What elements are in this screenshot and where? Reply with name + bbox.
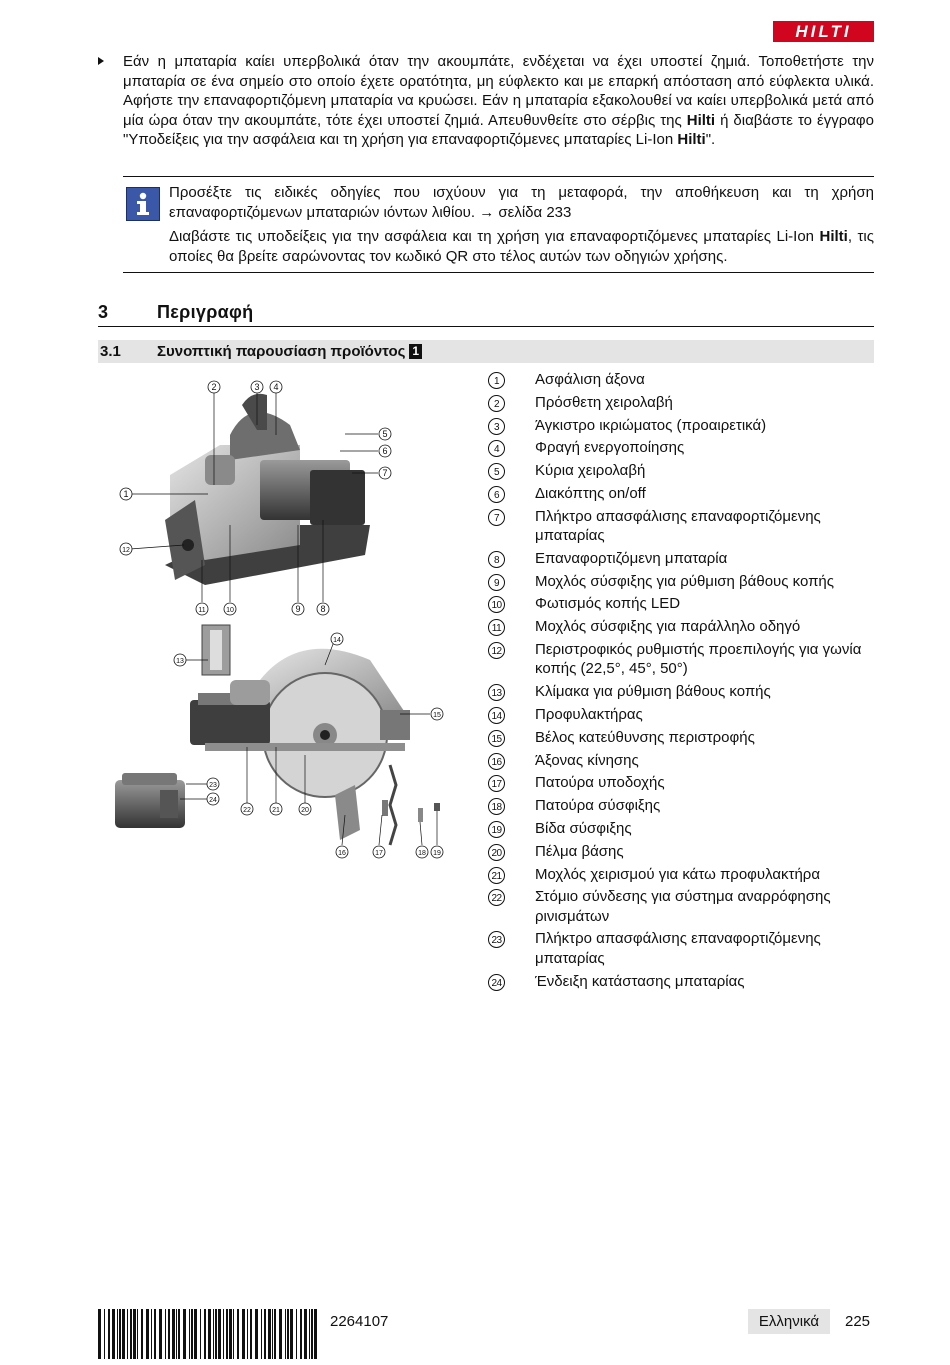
legend-text: Πλήκτρο απασφάλισης επαναφορτιζόμενης μπαταρίας: [535, 507, 821, 545]
legend-item: [488, 972, 874, 991]
note-paragraph-2: Διαβάστε τις υποδείξεις για την ασφάλεια και τη χρήση για επαναφορτιζόμενες μπαταρίες Li-Ion Hilti, τις οποίες θα βρείτε σαρώνοντας τον κωδικό QR στο τέλος αυτών των οδηγιών χρήσης.: [169, 228, 874, 265]
legend-text: Μοχλός σύσφιξης για ρύθμιση βάθους κοπής: [535, 572, 834, 590]
legend-number: 11: [488, 619, 505, 636]
svg-text:19: 19: [433, 850, 441, 857]
svg-text:24: 24: [209, 797, 217, 804]
callout-18: [416, 846, 428, 858]
svg-text:13: 13: [176, 658, 184, 665]
svg-text:3: 3: [254, 382, 260, 392]
svg-text:23: 23: [209, 782, 217, 789]
legend-number: 1: [488, 372, 505, 389]
legend-text: Κύρια χειρολαβή: [535, 462, 646, 480]
legend-number: 5: [488, 463, 505, 480]
svg-text:16: 16: [338, 850, 346, 857]
legend-item: [488, 842, 874, 861]
section-heading: 3 Περιγραφή: [98, 302, 874, 327]
svg-text:21: 21: [272, 807, 280, 814]
legend-text: Άξονας κίνησης: [535, 751, 639, 769]
legend-number: 13: [488, 684, 505, 701]
callout-1: [120, 488, 132, 500]
callout-19: [431, 846, 443, 858]
warning-text: Εάν η μπαταρία καίει υπερβολικά όταν την ακουμπάτε, ενδέχεται να έχει υποστεί ζημιά. Τοποθετήστε την μπαταρία σε ένα σημείο στο οποίο έχετε ορατότητα, μη εύφλεκτο και με επαρκή απόσταση από εύφλεκτα υλικά. Αφήστε την επαναφορτιζόμενη μπαταρία να κρυώσει. Εάν η μπαταρία εξακολουθεί να καίει υπερβολικά μετά από μία ώρα όταν την ακουμπάτε, τότε έχει υποστεί ζημιά. Απευθυνθείτε στο σέρβις της Hilti ή διαβάστε το έγγραφο "Υποδείξεις για την ασφάλεια και τη χρήση για επαναφορτιζόμενες μπαταρίες Li-Ion Hilti".: [123, 53, 874, 149]
barcode: [98, 1309, 318, 1359]
legend-number: 20: [488, 844, 505, 861]
legend-item: [488, 773, 874, 792]
info-note: [123, 176, 874, 273]
callout-15: [431, 708, 443, 720]
language-tab: Ελληνικά: [748, 1309, 830, 1334]
svg-text:20: 20: [301, 807, 309, 814]
callout-7: [379, 467, 391, 479]
legend-item: [488, 572, 874, 591]
legend-text: Πατούρα υποδοχής: [535, 774, 665, 792]
legend-item: [488, 461, 874, 480]
legend-item: [488, 728, 874, 747]
product-overview-figure: [110, 375, 455, 875]
legend-number: 3: [488, 418, 505, 435]
legend-number: 9: [488, 574, 505, 591]
legend-text: Επαναφορτιζόμενη μπαταρία: [535, 549, 728, 567]
callout-24: [207, 793, 219, 805]
legend-item: [488, 416, 874, 435]
legend-text: Φωτισμός κοπής LED: [535, 595, 681, 613]
legend-text: Βέλος κατεύθυνσης περιστροφής: [535, 728, 755, 746]
legend-number: 19: [488, 821, 505, 838]
legend-item: [488, 594, 874, 613]
legend-text: Ασφάλιση άξονα: [535, 371, 645, 388]
callout-10: [224, 603, 236, 615]
legend-item: [488, 682, 874, 701]
legend-text: Στόμιο σύνδεσης για σύστημα αναρρόφησης ρινισμάτων: [535, 888, 831, 925]
svg-text:15: 15: [433, 712, 441, 719]
legend-number: 10: [488, 596, 505, 613]
info-icon: [126, 187, 160, 221]
legend-item: [488, 751, 874, 770]
legend-text: Κλίμακα για ρύθμιση βάθους κοπής: [535, 683, 771, 701]
legend-text: Διακόπτης on/off: [535, 484, 646, 502]
svg-text:14: 14: [333, 637, 341, 644]
battery-pack: [115, 773, 185, 828]
legend-number: 15: [488, 730, 505, 747]
legend-text: Μοχλός σύσφιξης για παράλληλο οδηγό: [535, 618, 801, 636]
svg-text:7: 7: [382, 468, 388, 478]
legend-item: [488, 887, 874, 926]
legend-number: 4: [488, 440, 505, 457]
callout-20: [299, 803, 311, 815]
callout-12: [120, 543, 132, 555]
document-number: 2264107: [330, 1313, 389, 1330]
legend-item: [488, 865, 874, 884]
callout-17: [373, 846, 385, 858]
note-paragraph-1: Προσέξτε τις ειδικές οδηγίες που ισχύουν για τη μεταφορά, την αποθήκευση και τη χρήση επαναφορτιζόμενων μπαταριών ιόντων λιθίου. → σελίδα 233: [169, 184, 874, 221]
svg-text:9: 9: [295, 604, 301, 614]
legend-item: [488, 705, 874, 724]
callout-2: [208, 381, 220, 393]
hilti-logo: HILTI: [773, 21, 874, 42]
callout-5: [379, 428, 391, 440]
svg-text:5: 5: [382, 429, 388, 439]
legend-item: [488, 617, 874, 636]
callout-21: [270, 803, 282, 815]
legend-number: 7: [488, 509, 505, 526]
callout-3: [251, 381, 263, 393]
legend-text: Φραγή ενεργοποίησης: [535, 439, 685, 457]
legend-item: [488, 796, 874, 815]
callout-6: [379, 445, 391, 457]
callout-23: [207, 778, 219, 790]
legend-number: 12: [488, 642, 505, 659]
legend-item: [488, 370, 874, 389]
callout-4: [270, 381, 282, 393]
legend-text: Ένδειξη κατάστασης μπαταρίας: [535, 972, 745, 990]
svg-text:6: 6: [382, 446, 388, 456]
callout-9: [292, 603, 304, 615]
legend-item: [488, 929, 874, 968]
legend-text: Περιστροφικός ρυθμιστής προεπιλογής για γωνία κοπής (22,5°, 45°, 50°): [535, 641, 862, 678]
saw-top-view: [165, 394, 370, 585]
legend-number: 22: [488, 889, 505, 906]
legend-item: [488, 507, 874, 546]
legend-item: [488, 393, 874, 412]
legend-text: Προφυλακτήρας: [535, 705, 643, 723]
legend-item: [488, 484, 874, 503]
page-number: 225: [845, 1313, 871, 1330]
legend-item: [488, 640, 874, 679]
svg-text:22: 22: [243, 807, 251, 814]
legend-item: [488, 549, 874, 568]
legend-text: Πατούρα σύσφιξης: [535, 797, 661, 815]
callout-8: [317, 603, 329, 615]
bullet-icon: [98, 57, 104, 65]
callout-11: [196, 603, 208, 615]
legend-text: Πέλμα βάσης: [535, 842, 624, 860]
svg-text:10: 10: [226, 607, 234, 614]
legend-number: 2: [488, 395, 505, 412]
legend-text: Βίδα σύσφιξης: [535, 819, 632, 837]
legend-text: Πλήκτρο απασφάλισης επαναφορτιζόμενης μπαταρίας: [535, 930, 821, 967]
legend-item: [488, 819, 874, 838]
legend-number: 17: [488, 775, 505, 792]
legend-number: 14: [488, 707, 505, 724]
saw-side-view: [190, 625, 410, 797]
svg-text:12: 12: [122, 547, 130, 554]
legend-item: [488, 438, 874, 457]
svg-text:17: 17: [375, 850, 383, 857]
callout-13: [174, 654, 186, 666]
callout-22: [241, 803, 253, 815]
component-legend: [488, 370, 874, 994]
svg-text:2: 2: [211, 382, 217, 392]
legend-number: 6: [488, 486, 505, 503]
svg-text:4: 4: [273, 382, 279, 392]
legend-number: 8: [488, 551, 505, 568]
svg-text:1: 1: [123, 489, 129, 499]
svg-text:18: 18: [418, 850, 426, 857]
legend-number: 21: [488, 867, 505, 884]
figure-reference: 1: [409, 344, 422, 359]
callout-14: [331, 633, 343, 645]
legend-text: Μοχλός χειρισμού για κάτω προφυλακτήρα: [535, 865, 821, 883]
legend-number: 18: [488, 798, 505, 815]
legend-text: Πρόσθετη χειρολαβή: [535, 393, 673, 411]
battery-warning: [98, 52, 874, 150]
legend-number: 16: [488, 753, 505, 770]
legend-number: 23: [488, 931, 505, 948]
subsection-heading: 3.1 Συνοπτική παρουσίαση προϊόντος 1: [98, 340, 874, 363]
legend-number: 24: [488, 974, 505, 991]
svg-text:8: 8: [320, 604, 326, 614]
callout-16: [336, 846, 348, 858]
legend-text: Άγκιστρο ικριώματος (προαιρετικά): [535, 416, 767, 434]
svg-text:11: 11: [198, 607, 206, 614]
